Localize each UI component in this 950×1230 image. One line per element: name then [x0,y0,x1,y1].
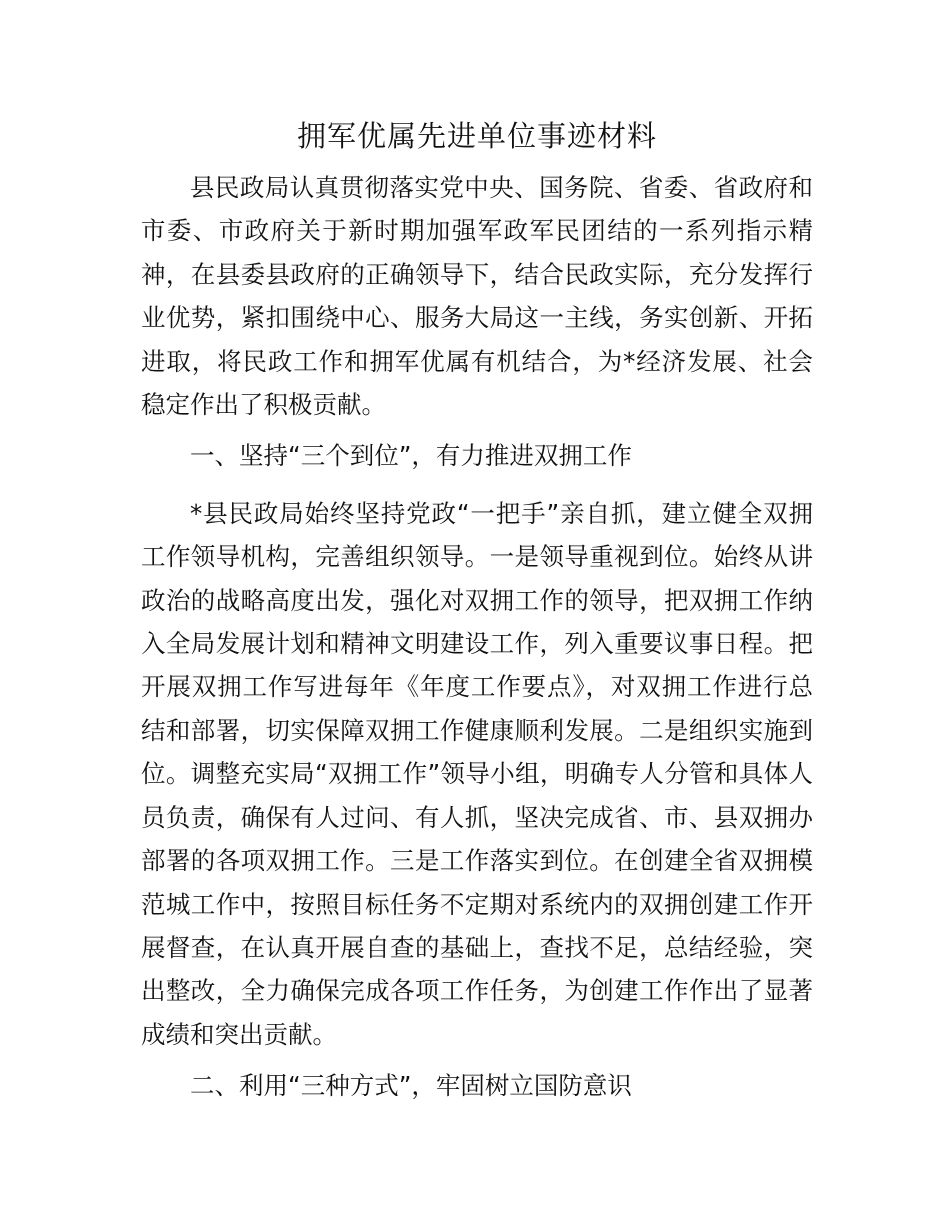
document-page [141,112,813,1122]
intro-paragraph: 县民政局认真贯彻落实党中央、国务院、省委、省政府和市委、市政府关于新时期加强军政军民团结的一系列指示精神，在县委县政府的正确领导下，结合民政实际，充分发挥行业优势，紧扣围绕中心、服务大局这一主线，务实创新、开拓进取，将民政工作和拥军优属有机结合，为*经济发展、社会稳定作出了积极贡献。 [141,173,813,420]
section-1-paragraph: *县民政局始终坚持党政“一把手”亲自抓，建立健全双拥工作领导机构，完善组织领导。一是领导重视到位。始终从讲政治的战略高度出发，强化对双拥工作的领导，把双拥工作纳入全局发展计划和精神文明建设工作，列入重要议事日程。把开展双拥工作写进每年《年度工作要点》，对双拥工作进行总结和部署，切实保障双拥工作健康顺利发展。二是组织实施到位。调整充实局“双拥工作”领导小组，明确专人分管和具体人员负责，确保有人过问、有人抓，坚决完成省、市、县双拥办部署的各项双拥工作。三是工作落实到位。在创建全省双拥模范城工作中，按照目标任务不定期对系统内的双拥创建工作开展督查，在认真开展自查的基础上，查找不足，总结经验，突出整改，全力确保完成各项工作任务，为创建工作作出了显著成绩和突出贡献。 [141,498,813,1049]
document-title: 拥军优属先进单位事迹材料 [296,119,657,153]
section-1-heading: 一、坚持“三个到位”，有力推进双拥工作 [190,441,632,471]
section-2-heading: 二、利用“三种方式”，牢固树立国防意识 [190,1071,632,1101]
